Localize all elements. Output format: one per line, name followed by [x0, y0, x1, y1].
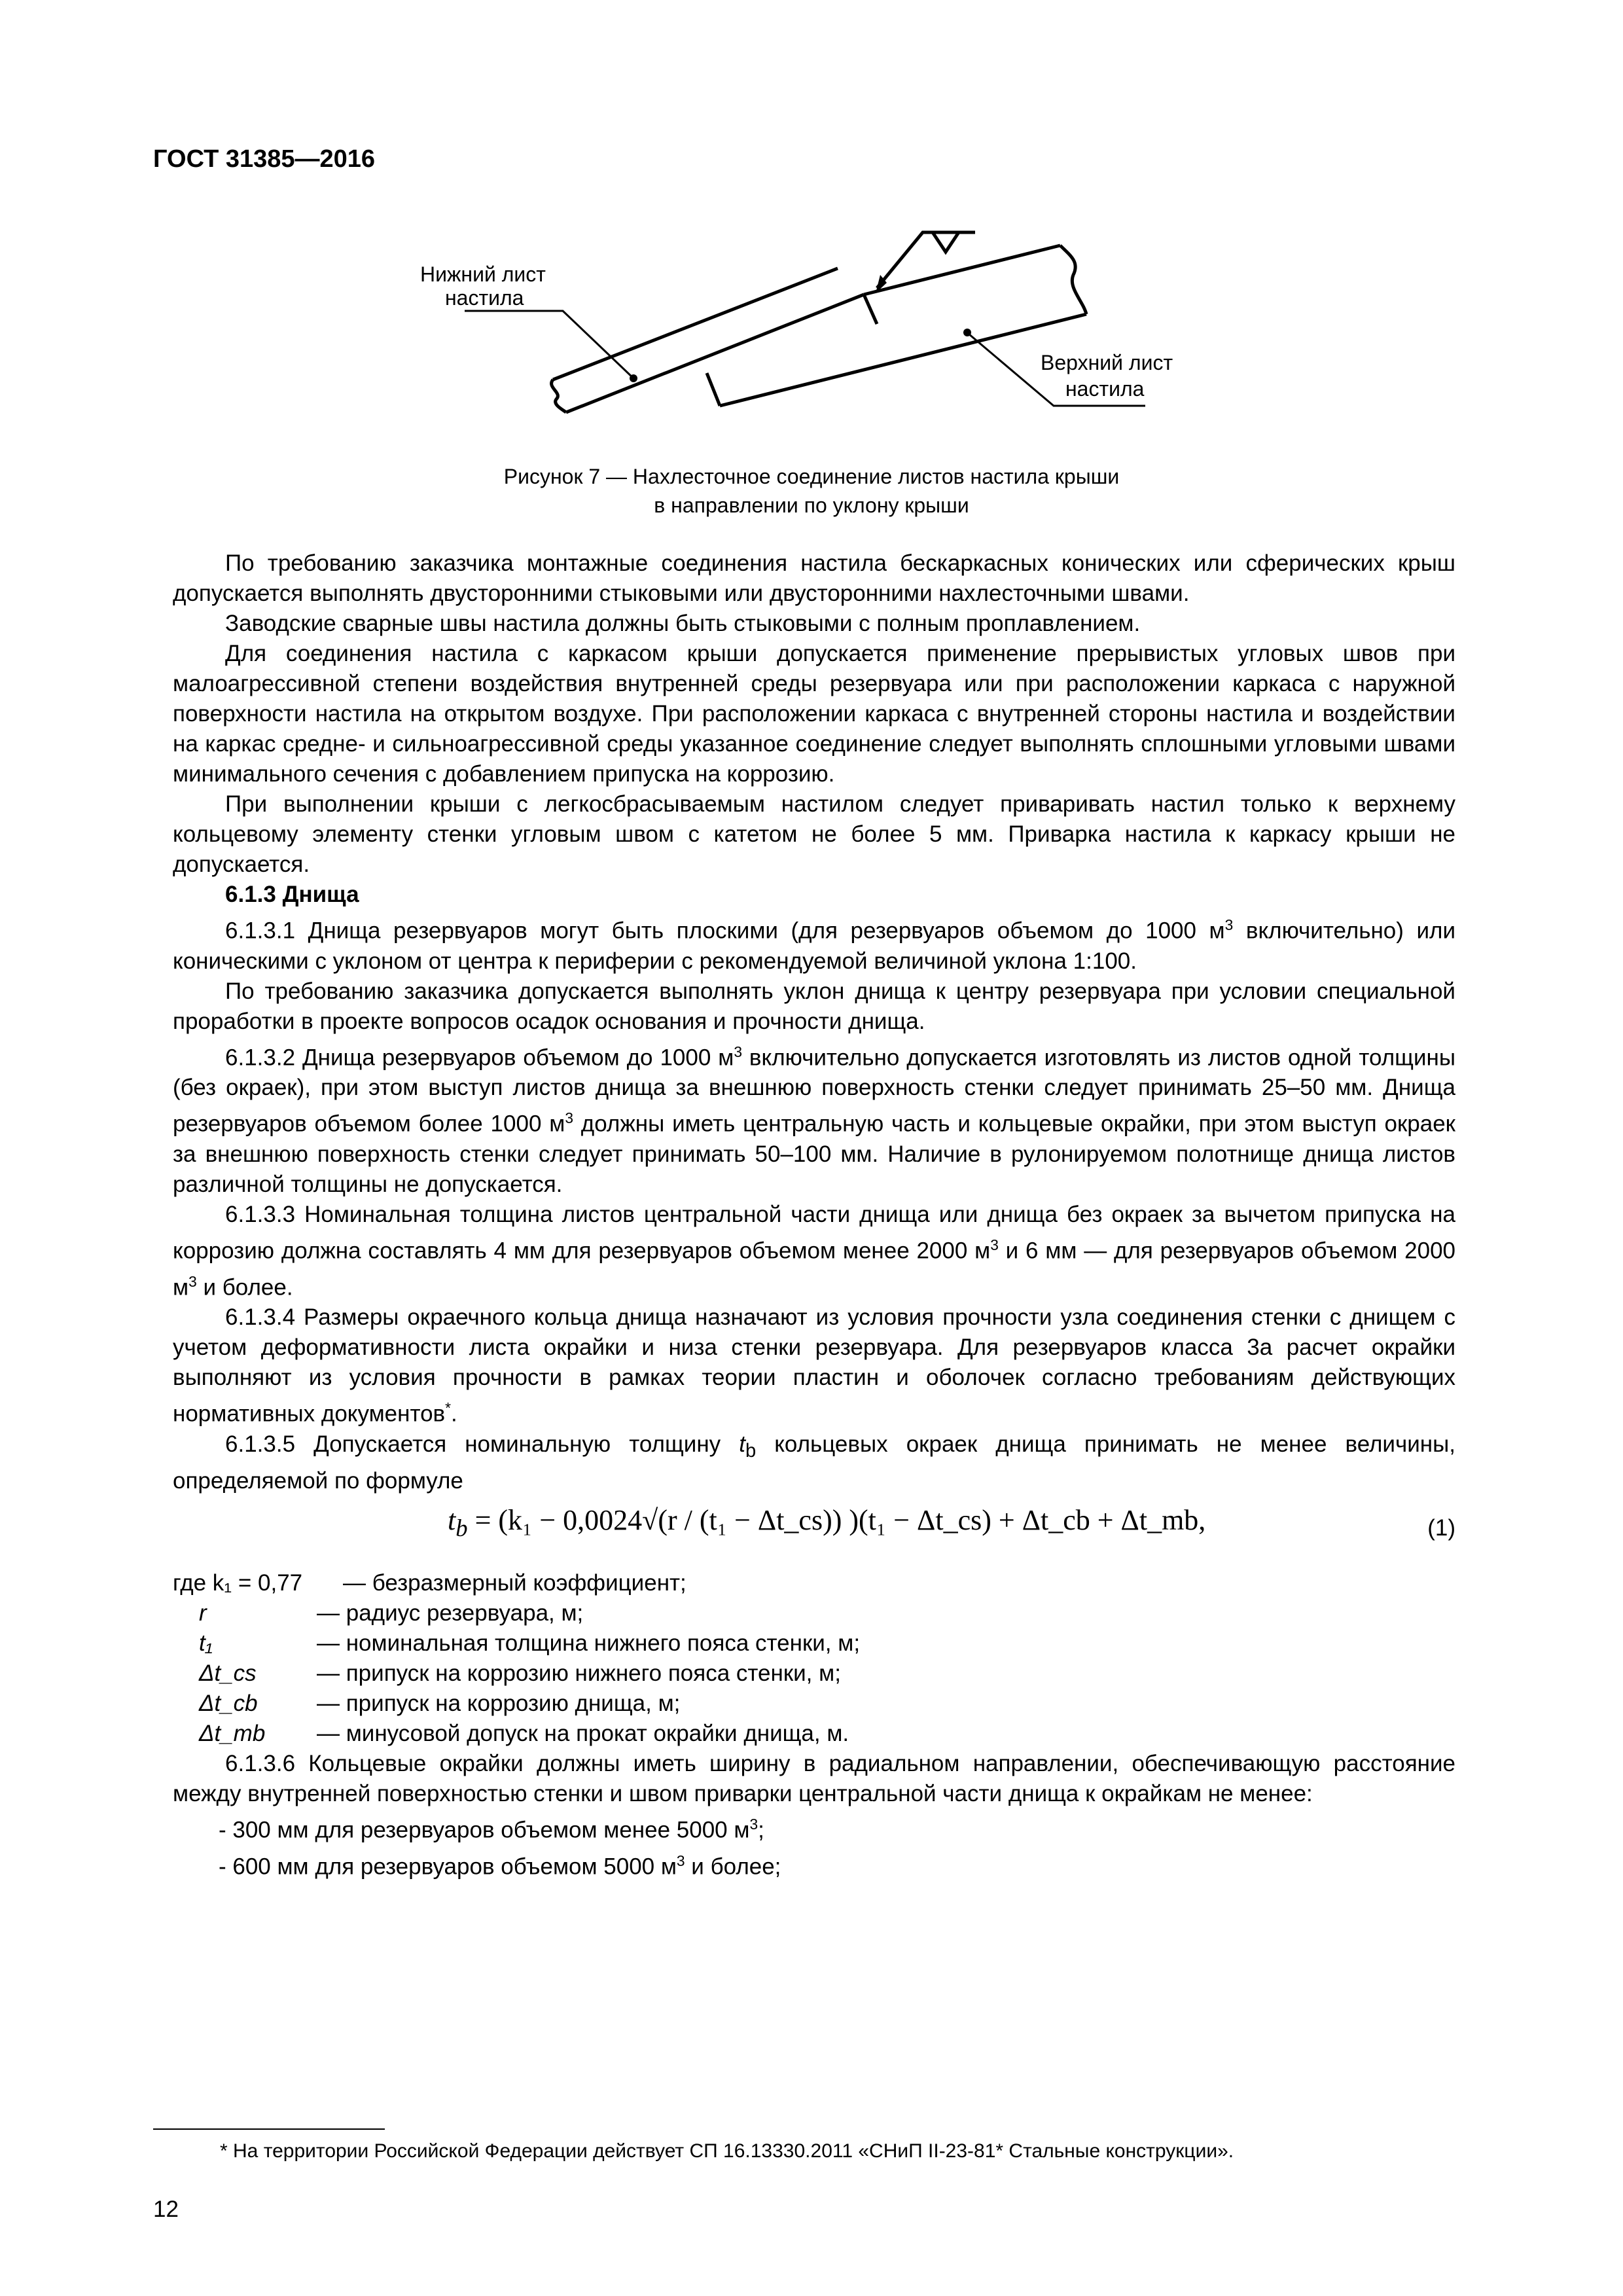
leader-dot-upper	[963, 329, 971, 336]
weld-symbol	[933, 232, 959, 252]
paragraph: Для соединения настила с каркасом крыши допускается применение прерывистых угловых швов при малоагрессивной степени воздействия внутренней среды резервуара или при расположении каркаса с наружной поверхности настила на открытом воздухе. При расположении каркаса с внутренней стороны настила и воздействии на каркас средне- и сильноагрессивной среды указанное соединение следует выполнять сплошными угловыми швами минимального сечения с добавлением припуска на коррозию.	[173, 641, 1455, 787]
document-header: ГОСТ 31385—2016	[153, 145, 376, 173]
paragraph: Заводские сварные швы настила должны быть стыковыми с полным проплавлением.	[225, 611, 1141, 636]
paragraph: При выполнении крыши с легкосбрасываемым настилом следует приваривать настил только к верхнему кольцевому элементу стенки угловым швом с катетом не более 5 мм. Приварка настила к каркасу крыши не допускается.	[173, 791, 1455, 877]
page-number: 12	[153, 2197, 179, 2222]
lower-label-leader	[465, 311, 633, 378]
upper-sheet-outline	[720, 245, 1086, 406]
list-item: - 300 мм для резервуаров объемом менее 5000 $м^3$;	[219, 1815, 764, 1843]
equation-number: (1)	[1427, 1515, 1455, 1541]
figure-caption	[288, 462, 1335, 520]
lap-joint-figure	[366, 216, 1283, 452]
paragraph: 6.1.3.3 Номинальная толщина листов центральной части днища или днища без окраек за вычетом припуска на коррозию должна составлять 4 мм для резервуаров объемом менее 2000 $м^3$ и 6 мм — для резервуаров объемом 2000 $м^3$ и более.	[173, 1201, 1455, 1300]
weld-line-top	[864, 295, 877, 324]
definition-row: t₁ — номинальная толщина нижнего пояса стенки, м;	[199, 1630, 861, 1656]
definition-row: Δt_cb — припуск на коррозию днища, м;	[199, 1690, 681, 1716]
main-text	[173, 548, 1455, 1882]
footnote: * На территории Российской Федерации действует СП 16.13330.2011 «СНиП II-23-81* Стальные конструкции».	[220, 2140, 1234, 2162]
formula-row	[173, 1496, 1455, 1568]
definition-row: где k₁ = 0,77 — безразмерный коэффициент;	[173, 1570, 687, 1596]
paragraph: 6.1.3.1 Днища резервуаров могут быть плоскими (для резервуаров объемом до 1000 $м^3$ включительно) или коническими с уклоном от центра к периферии с рекомендуемой величиной уклона 1:100.	[173, 916, 1455, 974]
upper-label-line2: настила	[1065, 377, 1145, 401]
paragraph: По требованию заказчика допускается выполнять уклон днища к центру резервуара при условии специальной проработки в проекте вопросов осадок основания и прочности днища.	[173, 978, 1455, 1034]
upper-label-line1: Верхний лист	[1041, 351, 1173, 374]
caption-line: в направлении по уклону крыши	[654, 493, 969, 517]
section-heading: 6.1.3 Днища	[225, 882, 359, 907]
paragraph: 6.1.3.4 Размеры окраечного кольца днища назначают из условия прочности узла соединения стенки с днищем с учетом деформативности листа окрайки и низа стенки резервуара. Для резервуаров класса 3а расчет окрайки выполняют из условия прочности в рамках теории пластин и оболочек согласно требованиям действующих нормативных документов*.	[173, 1304, 1455, 1427]
lower-sheet-outline	[552, 268, 864, 412]
footnote-divider	[153, 2128, 385, 2130]
definition-row: Δt_cs — припуск на коррозию нижнего пояса стенки, м;	[199, 1660, 841, 1686]
paragraph: 6.1.3.2 Днища резервуаров объемом до 1000 $м^3$ включительно допускается изготовлять из листов одной толщины (без окраек), при этом выступ листов днища за внешнюю поверхность стенки следует принимать 25–50 мм. Днища резервуаров объемом более 1000 $м^3$ должны иметь центральную часть и кольцевые окрайки, при этом выступ окраек за внешнюю поверхность стенки следует принимать 50–100 мм. Наличие в рулонируемом полотнище днища листов различной толщины не допускается.	[173, 1043, 1455, 1197]
definitions-list	[173, 1568, 1455, 1749]
leader-dot-lower	[630, 374, 637, 382]
requirements-list	[173, 1809, 1455, 1882]
list-item: - 600 мм для резервуаров объемом 5000 $м^3$ и более;	[219, 1852, 781, 1880]
definition-row: Δt_mb — минусовой допуск на прокат окрайки днища, м.	[199, 1720, 849, 1746]
formula: $t_b = (k_1 - 0,0024√(r / (t_1$ − Δt_cs)) )(t₁ − Δt_cs) + Δt_cb + Δt_mb,	[448, 1503, 1206, 1541]
weld-line-bottom	[707, 373, 720, 406]
lower-label-line2: настила	[445, 286, 524, 310]
paragraph: 6.1.3.5 Допускается номинальную толщину $t_b$ кольцевых окраек днища принимать не менее величины, определяемой по формуле	[173, 1431, 1455, 1494]
paragraph: 6.1.3.6 Кольцевые окрайки должны иметь ширину в радиальном направлении, обеспечивающую расстояние между внутренней поверхностью стенки и швом приварки центральной части днища к окрайкам не менее:	[173, 1750, 1455, 1806]
paragraph: По требованию заказчика монтажные соединения настила бескаркасных конических или сферических крыш допускается выполнять двусторонними стыковыми или двусторонними нахлесточными швами.	[173, 550, 1455, 606]
caption-line: Рисунок 7 — Нахлесточное соединение листов настила крыши	[503, 465, 1120, 488]
definition-row: r — радиус резервуара, м;	[199, 1600, 584, 1626]
lower-label-line1: Нижний лист	[420, 262, 546, 286]
